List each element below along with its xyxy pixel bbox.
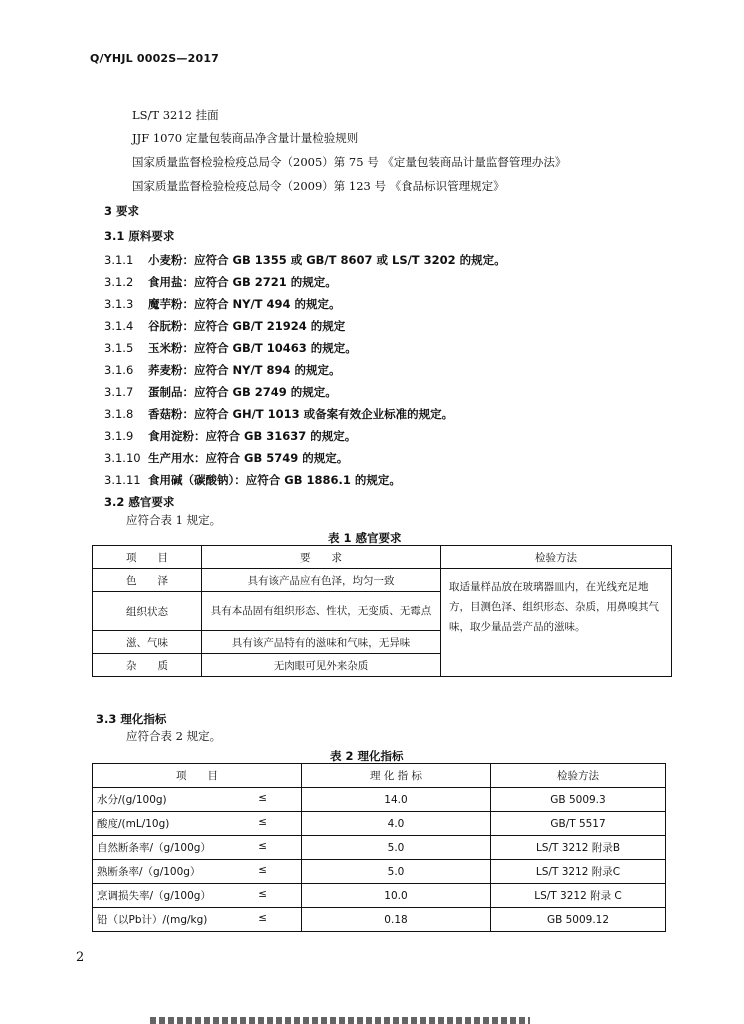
item-cell <box>93 908 302 932</box>
requirement-item <box>104 340 357 356</box>
requirement-cell: 具有该产品特有的滋味和气味，无异味 <box>202 631 441 654</box>
item-cell <box>93 812 302 836</box>
item-number: 3.1.6 <box>104 363 134 377</box>
item-text: 蛋制品：应符合 GB 2749 的规定。 <box>148 385 337 399</box>
value-cell: 5.0 <box>302 836 491 860</box>
item-cell <box>93 860 302 884</box>
table-row <box>93 884 666 908</box>
section-heading-3: 3 要求 <box>104 204 140 218</box>
comparison-operator: ≤ <box>258 792 267 804</box>
requirement-item <box>104 362 341 378</box>
reference-line: LS/T 3212 挂面 <box>132 108 219 122</box>
comparison-operator: ≤ <box>258 840 267 852</box>
item-number: 3.1.1 <box>104 253 134 267</box>
requirement-item <box>104 252 506 268</box>
requirement-item <box>104 428 356 444</box>
comparison-operator: ≤ <box>258 816 267 828</box>
method-cell: GB 5009.12 <box>491 908 666 932</box>
comparison-operator: ≤ <box>258 912 267 924</box>
table-row <box>93 788 666 812</box>
item-text: 小麦粉：应符合 GB 1355 或 GB/T 8607 或 LS/T 3202 的规定。 <box>148 253 506 267</box>
table-header-row <box>93 764 666 788</box>
item-text: 生产用水：应符合 GB 5749 的规定。 <box>148 451 349 465</box>
requirement-item <box>104 450 348 466</box>
requirement-item <box>104 318 345 334</box>
value-cell: 5.0 <box>302 860 491 884</box>
reference-line: JJF 1070 定量包装商品净含量计量检验规则 <box>132 131 359 145</box>
item-text: 食用淀粉：应符合 GB 31637 的规定。 <box>148 429 357 443</box>
table-row <box>93 569 672 592</box>
table-row <box>93 812 666 836</box>
physicochemical-table <box>92 763 666 932</box>
requirement-cell: 无肉眼可见外来杂质 <box>202 654 441 677</box>
header-cell: 理 化 指 标 <box>302 764 491 788</box>
item-name: 烹调损失率/（g/100g） <box>97 890 211 902</box>
item-number: 3.1.3 <box>104 297 134 311</box>
value-cell: 0.18 <box>302 908 491 932</box>
header-cell: 项 目 <box>93 764 302 788</box>
item-cell <box>93 788 302 812</box>
requirement-item <box>104 406 453 422</box>
section-heading-3-2: 3.2 感官要求 <box>104 495 175 509</box>
reference-line: 国家质量监督检验检疫总局令（2009）第 123 号 《食品标识管理规定》 <box>132 179 505 193</box>
section-note: 应符合表 1 规定。 <box>126 513 222 527</box>
table-header-row <box>93 546 672 569</box>
section-heading-3-1: 3.1 原料要求 <box>104 229 175 243</box>
item-text: 魔芋粉：应符合 NY/T 494 的规定。 <box>148 297 341 311</box>
table-2-caption: 表 2 理化指标 <box>330 749 404 763</box>
item-cell: 组织状态 <box>93 592 202 631</box>
item-number: 3.1.11 <box>104 473 141 487</box>
requirement-cell: 具有本品固有组织形态、性状，无变质、无霉点 <box>202 592 441 631</box>
method-cell: LS/T 3212 附录C <box>491 860 666 884</box>
header-cell: 检验方法 <box>491 764 666 788</box>
item-name: 酸度/(mL/10g) <box>97 818 170 830</box>
method-cell: LS/T 3212 附录B <box>491 836 666 860</box>
requirement-item <box>104 384 337 400</box>
method-cell: 取适量样品放在玻璃器皿内，在光线充足地方，目测色泽、组织形态、杂质，用鼻嗅其气味，取少量品尝产品的滋味。 <box>441 569 672 677</box>
item-text: 食用盐：应符合 GB 2721 的规定。 <box>148 275 337 289</box>
table-row <box>93 908 666 932</box>
item-cell <box>93 884 302 908</box>
item-number: 3.1.5 <box>104 341 134 355</box>
item-cell: 杂 质 <box>93 654 202 677</box>
section-heading-3-3: 3.3 理化指标 <box>96 712 167 726</box>
table-row <box>93 860 666 884</box>
requirement-item <box>104 274 337 290</box>
item-text: 谷朊粉：应符合 GB/T 21924 的规定 <box>148 319 346 333</box>
item-name: 自然断条率/（g/100g） <box>97 842 211 854</box>
method-cell: LS/T 3212 附录 C <box>491 884 666 908</box>
requirement-item <box>104 296 341 312</box>
item-name: 水分/(g/100g) <box>97 794 167 806</box>
value-cell: 4.0 <box>302 812 491 836</box>
item-text: 食用碱（碳酸钠）：应符合 GB 1886.1 的规定。 <box>148 473 401 487</box>
item-number: 3.1.9 <box>104 429 134 443</box>
item-number: 3.1.2 <box>104 275 134 289</box>
header-cell: 检验方法 <box>441 546 672 569</box>
item-cell: 滋、气味 <box>93 631 202 654</box>
item-cell: 色 泽 <box>93 569 202 592</box>
standard-code-header: Q/YHJL 0002S—2017 <box>90 52 220 65</box>
item-text: 荞麦粉：应符合 NY/T 894 的规定。 <box>148 363 341 377</box>
table-1-caption: 表 1 感官要求 <box>328 531 402 545</box>
item-cell <box>93 836 302 860</box>
table-row <box>93 836 666 860</box>
value-cell: 14.0 <box>302 788 491 812</box>
page-number: 2 <box>76 950 85 965</box>
item-name: 熟断条率/（g/100g） <box>97 866 201 878</box>
requirement-item <box>104 472 401 488</box>
item-number: 3.1.7 <box>104 385 134 399</box>
item-number: 3.1.8 <box>104 407 134 421</box>
section-note: 应符合表 2 规定。 <box>126 729 222 743</box>
item-number: 3.1.10 <box>104 451 141 465</box>
comparison-operator: ≤ <box>258 888 267 900</box>
reference-line: 国家质量监督检验检疫总局令（2005）第 75 号 《定量包装商品计量监督管理办法》 <box>132 155 567 169</box>
header-cell: 要 求 <box>202 546 441 569</box>
header-cell: 项 目 <box>93 546 202 569</box>
item-number: 3.1.4 <box>104 319 134 333</box>
method-cell: GB/T 5517 <box>491 812 666 836</box>
item-name: 铅（以Pb计）/(mg/kg) <box>97 914 208 926</box>
method-cell: GB 5009.3 <box>491 788 666 812</box>
sensory-requirements-table <box>92 545 672 677</box>
scan-edge-artifact <box>150 1017 530 1024</box>
item-text: 玉米粉：应符合 GB/T 10463 的规定。 <box>148 341 357 355</box>
item-text: 香菇粉：应符合 GH/T 1013 或备案有效企业标准的规定。 <box>148 407 454 421</box>
requirement-cell: 具有该产品应有色泽，均匀一致 <box>202 569 441 592</box>
comparison-operator: ≤ <box>258 864 267 876</box>
value-cell: 10.0 <box>302 884 491 908</box>
